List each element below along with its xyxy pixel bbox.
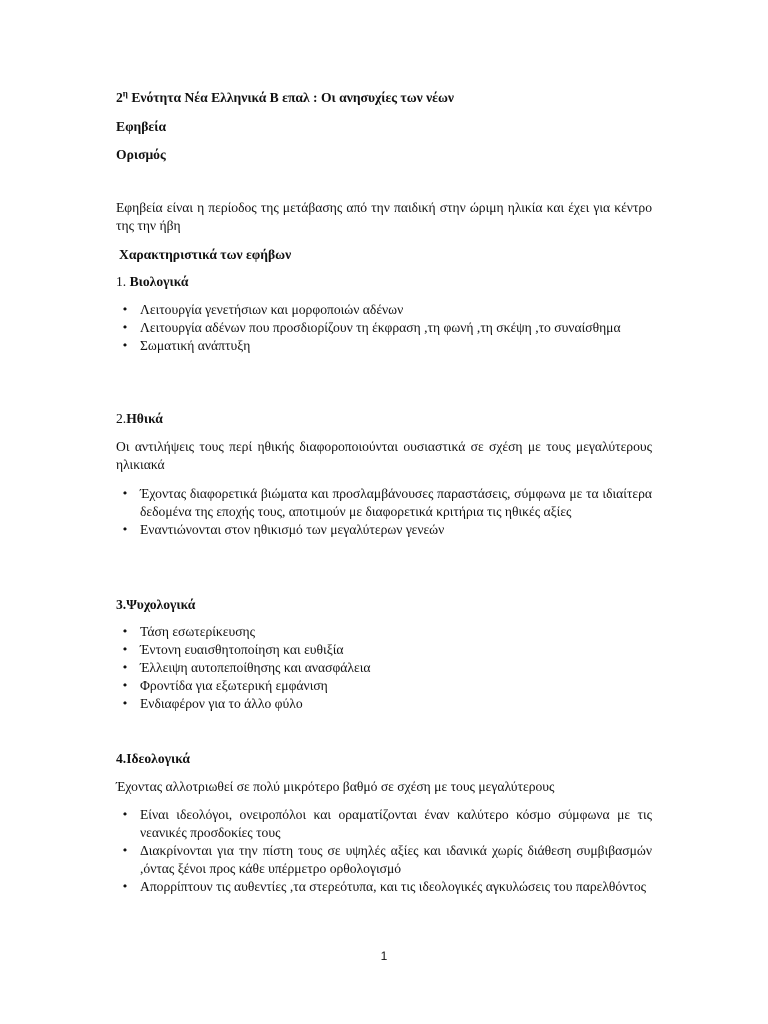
list-item-text: Έχοντας διαφορετικά βιώματα και προσλαμβάνουσες παραστάσεις, σύμφωνα με τα ιδιαίτερα δεδομένα της εποχής τους, αποτιμούν με διαφορετικά κριτήρια τις ηθικές αξίες xyxy=(140,486,652,519)
list-item xyxy=(116,485,652,521)
section-2-list xyxy=(116,485,652,539)
section-2-heading xyxy=(116,410,652,428)
list-item-text: Διακρίνονται για την πίστη τους σε υψηλές αξίες και ιδανικά χωρίς διάθεση συμβιβασμών ,όντας ξένοι προς κάθε υπέρμετρο ορθολογισμό xyxy=(140,843,652,876)
section-2-number: 2. xyxy=(116,411,127,426)
list-item xyxy=(116,878,652,896)
bullet-icon: • xyxy=(121,523,129,536)
bullet-icon: • xyxy=(121,625,129,638)
list-item-text: Σωματική ανάπτυξη xyxy=(140,338,251,353)
section-3-title: Ψυχολογικά xyxy=(126,597,196,612)
bullet-icon: • xyxy=(121,487,129,500)
section-1-number: 1. xyxy=(116,274,127,289)
bullet-icon: • xyxy=(121,880,129,893)
section-4-title: Ιδεολογικά xyxy=(126,751,190,766)
section-4-list xyxy=(116,806,652,896)
bullet-icon: • xyxy=(121,844,129,857)
list-item-text: Λειτουργία γενετήσιων και μορφοποιών αδένων xyxy=(140,302,404,317)
page-number: 1 xyxy=(380,949,388,963)
section-1-title: Βιολογικά xyxy=(126,274,189,289)
definition-paragraph: Εφηβεία είναι η περίοδος της μετάβασης από την παιδική στην ώριμη ηλικία και έχει για κέντρο της την ήβη xyxy=(116,200,652,233)
list-item xyxy=(116,521,652,539)
bullet-icon: • xyxy=(121,697,129,710)
list-item xyxy=(116,623,652,641)
list-item xyxy=(116,641,652,659)
title-superscript: η xyxy=(122,88,128,99)
section-1-heading xyxy=(116,273,652,291)
bullet-icon: • xyxy=(121,661,129,674)
section-3-number: 3. xyxy=(116,597,127,612)
bullet-icon: • xyxy=(121,339,129,352)
heading-efiveia: Εφηβεία xyxy=(116,119,167,134)
list-item xyxy=(116,337,652,355)
section-3-list xyxy=(116,623,652,713)
title-text: Ενότητα Νέα Ελληνικά Β επαλ : Οι ανησυχίες των νέων xyxy=(127,90,454,105)
bullet-icon: • xyxy=(121,643,129,656)
bullet-icon: • xyxy=(121,808,129,821)
list-item-text: Λειτουργία αδένων που προσδιορίζουν τη έκφραση ,τη φωνή ,τη σκέψη ,το συναίσθημα xyxy=(140,320,621,335)
bullet-icon: • xyxy=(121,321,129,334)
section-2-intro: Οι αντιλήψεις τους περί ηθικής διαφοροποιούνται ουσιαστικά σε σχέση με τους μεγαλύτερους ηλικιακά xyxy=(116,439,652,472)
section-2-title: Ηθικά xyxy=(126,411,163,426)
section-4-intro: Έχοντας αλλοτριωθεί σε πολύ μικρότερο βαθμό σε σχέση με τους μεγαλύτερους xyxy=(116,779,555,794)
characteristics-heading: Χαρακτηριστικά των εφήβων xyxy=(119,247,292,262)
list-item xyxy=(116,301,652,319)
section-1-list xyxy=(116,301,652,355)
list-item-text: Τάση εσωτερίκευσης xyxy=(140,624,256,639)
list-item-text: Φροντίδα για εξωτερική εμφάνιση xyxy=(140,678,328,693)
list-item xyxy=(116,659,652,677)
section-4-number: 4. xyxy=(116,751,127,766)
list-item xyxy=(116,806,652,842)
bullet-icon: • xyxy=(121,679,129,692)
section-4-heading xyxy=(116,750,652,768)
list-item-text: Έντονη ευαισθητοποίηση και ευθιξία xyxy=(140,642,344,657)
list-item-text: Εναντιώνονται στον ηθικισμό των μεγαλύτερων γενεών xyxy=(140,522,445,537)
list-item xyxy=(116,319,652,337)
heading-orismos: Ορισμός xyxy=(116,147,166,162)
list-item-text: Έλλειψη αυτοπεποίθησης και ανασφάλεια xyxy=(140,660,371,675)
title-number: 2 xyxy=(116,90,123,105)
list-item xyxy=(116,677,652,695)
list-item-text: Απορρίπτουν τις αυθεντίες ,τα στερεότυπα, και τις ιδεολογικές αγκυλώσεις του παρελθόντος xyxy=(140,879,647,894)
list-item-text: Ενδιαφέρον για το άλλο φύλο xyxy=(140,696,303,711)
document-title xyxy=(116,89,652,107)
list-item-text: Είναι ιδεολόγοι, ονειροπόλοι και οραματίζονται έναν καλύτερο κόσμο σύμφωνα με τις νεανικές προσδοκίες τους xyxy=(140,807,652,840)
list-item xyxy=(116,695,652,713)
section-3-heading xyxy=(116,596,652,614)
bullet-icon: • xyxy=(121,303,129,316)
list-item xyxy=(116,842,652,878)
